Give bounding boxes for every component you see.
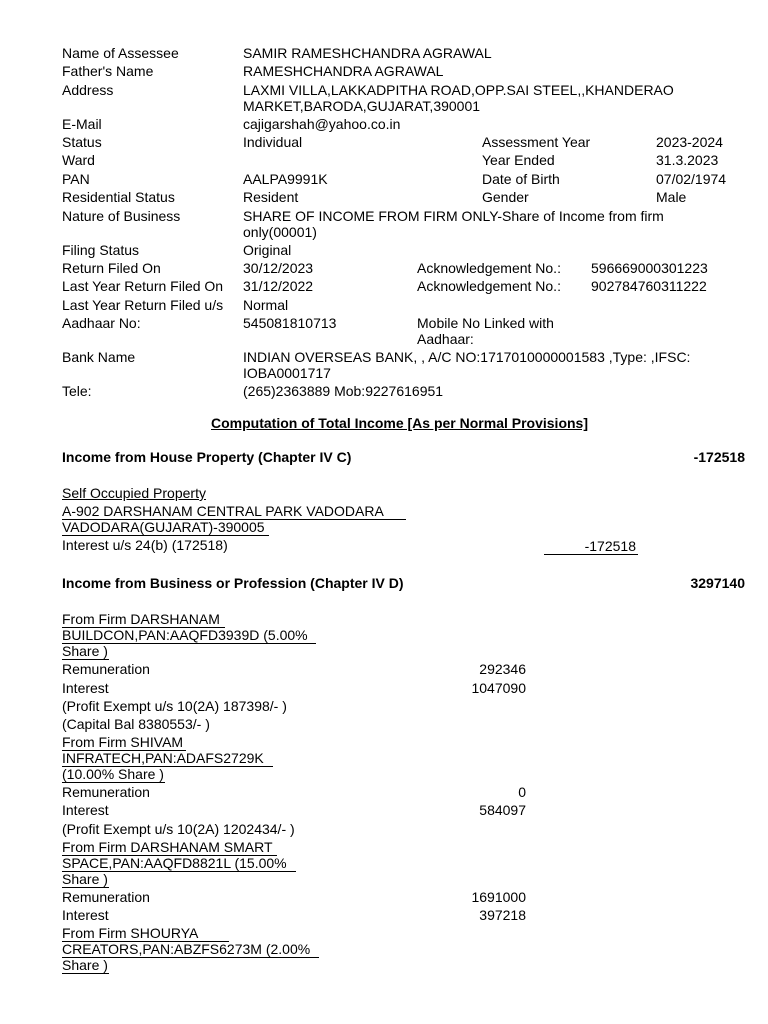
interest-value: 584097 — [479, 802, 526, 818]
firm-name-line-3: Share ) — [62, 643, 108, 659]
profit-exempt-note: (Profit Exempt u/s 10(2A) 187398/- ) — [62, 698, 287, 714]
property-address-line-1: A-902 DARSHANAM CENTRAL PARK VADODARA — [62, 503, 384, 519]
address-line-1: LAXMI VILLA,LAKKADPITHA ROAD,OPP.SAI STEEL,,KHANDERAO — [243, 82, 674, 98]
dob-label: Date of Birth — [482, 171, 560, 187]
bank-name-label: Bank Name — [62, 349, 136, 365]
filing-status-label: Filing Status — [62, 242, 140, 258]
computation-title: Computation of Total Income [As per Normal Provisions] — [211, 415, 588, 431]
interest-24b-label: Interest u/s 24(b) (172518) — [62, 537, 228, 553]
gender-label: Gender — [482, 189, 529, 205]
last-year-return-filed-on-value: 31/12/2022 — [243, 278, 314, 294]
house-property-heading: Income from House Property (Chapter IV C) — [62, 449, 352, 465]
name-label: Name of Assessee — [62, 45, 179, 61]
house-property-total: -172518 — [693, 449, 745, 465]
firm-underline-3 — [62, 973, 109, 974]
pan-label: PAN — [62, 171, 90, 187]
name-value: SAMIR RAMESHCHANDRA AGRAWAL — [243, 45, 492, 61]
mobile-linked-label-1: Mobile No Linked with — [417, 315, 554, 331]
firm-name-line-2: CREATORS,PAN:ABZFS6273M (2.00% — [62, 941, 311, 957]
father-value: RAMESHCHANDRA AGRAWAL — [243, 63, 444, 79]
filing-status-value: Original — [243, 242, 292, 258]
residential-status-label: Residential Status — [62, 189, 175, 205]
email-value: cajigarshah@yahoo.co.in — [243, 116, 401, 132]
remuneration-label: Remuneration — [62, 889, 150, 905]
business-total: 3297140 — [690, 575, 745, 591]
remuneration-value: 0 — [518, 784, 526, 800]
assessment-year-value: 2023-2024 — [656, 134, 723, 150]
interest-24b-underline — [544, 554, 638, 555]
property-address-line-2: VADODARA(GUJARAT)-390005 — [62, 519, 265, 535]
interest-value: 397218 — [479, 907, 526, 923]
bank-name-line-1: INDIAN OVERSEAS BANK, , A/C NO:1717010000001583 ,Type: ,IFSC: — [243, 349, 691, 365]
last-year-acknowledgement-label: Acknowledgement No.: — [417, 278, 561, 294]
nature-of-business-line-2: only(00001) — [243, 224, 317, 240]
acknowledgement-value: 596669000301223 — [591, 260, 708, 276]
last-year-acknowledgement-value: 902784760311222 — [591, 278, 707, 294]
interest-24b-value: -172518 — [584, 538, 636, 554]
email-label: E-Mail — [62, 116, 102, 132]
gender-value: Male — [656, 189, 687, 205]
firm-name-line-1: From Firm SHOURYA — [62, 925, 199, 941]
firm-name-line-2: INFRATECH,PAN:ADAFS2729K — [62, 750, 264, 766]
nature-of-business-line-1: SHARE OF INCOME FROM FIRM ONLY-Share of Income from firm — [243, 208, 664, 224]
remuneration-value: 292346 — [479, 661, 526, 677]
firm-name-line-1: From Firm SHIVAM — [62, 734, 184, 750]
return-filed-on-label: Return Filed On — [62, 260, 161, 276]
aadhaar-label: Aadhaar No: — [62, 315, 141, 331]
bank-name-line-2: IOBA0001717 — [243, 365, 331, 381]
pan-value: AALPA9991K — [243, 171, 328, 187]
interest-value: 1047090 — [471, 680, 526, 696]
firm-name-line-1: From Firm DARSHANAM — [62, 611, 220, 627]
firm-underline-3 — [62, 659, 109, 660]
firm-name-line-2: SPACE,PAN:AAQFD8821L (15.00% — [62, 855, 287, 871]
firm-name-line-3: Share ) — [62, 957, 108, 973]
assessment-year-label: Assessment Year — [482, 134, 591, 150]
dob-value: 07/02/1974 — [656, 171, 727, 187]
firm-underline-3 — [62, 782, 165, 783]
status-value: Individual — [243, 134, 303, 150]
profit-exempt-note: (Profit Exempt u/s 10(2A) 1202434/- ) — [62, 821, 295, 837]
year-ended-label: Year Ended — [482, 152, 555, 168]
property-address-underline-2 — [62, 535, 269, 536]
address-line-2: MARKET,BARODA,GUJARAT,390001 — [243, 98, 481, 114]
business-heading: Income from Business or Profession (Chapter IV D) — [62, 575, 404, 591]
residential-status-value: Resident — [243, 189, 299, 205]
year-ended-value: 31.3.2023 — [656, 152, 719, 168]
last-year-return-filed-on-label: Last Year Return Filed On — [62, 278, 224, 294]
remuneration-label: Remuneration — [62, 661, 150, 677]
interest-label: Interest — [62, 802, 109, 818]
firm-name-line-2: BUILDCON,PAN:AAQFD3939D (5.00% — [62, 627, 308, 643]
last-year-return-us-value: Normal — [243, 297, 289, 313]
aadhaar-value: 545081810713 — [243, 315, 337, 331]
tele-value: (265)2363889 Mob:9227616951 — [243, 383, 444, 399]
capital-balance-note: (Capital Bal 8380553/- ) — [62, 716, 210, 732]
ward-label: Ward — [62, 152, 95, 168]
tele-label: Tele: — [62, 383, 92, 399]
remuneration-label: Remuneration — [62, 784, 150, 800]
mobile-linked-label-2: Aadhaar: — [417, 331, 474, 347]
interest-label: Interest — [62, 680, 109, 696]
firm-underline-3 — [62, 887, 109, 888]
firm-name-line-1: From Firm DARSHANAM SMART — [62, 839, 273, 855]
self-occupied-heading: Self Occupied Property — [62, 485, 206, 501]
nature-of-business-label: Nature of Business — [62, 208, 181, 224]
acknowledgement-label: Acknowledgement No.: — [417, 260, 561, 276]
status-label: Status — [62, 134, 102, 150]
last-year-return-us-label: Last Year Return Filed u/s — [62, 297, 224, 313]
firm-name-line-3: (10.00% Share ) — [62, 766, 164, 782]
father-label: Father's Name — [62, 63, 154, 79]
return-filed-on-value: 30/12/2023 — [243, 260, 314, 276]
address-label: Address — [62, 82, 114, 98]
interest-label: Interest — [62, 907, 109, 923]
firm-name-line-3: Share ) — [62, 871, 108, 887]
remuneration-value: 1691000 — [471, 889, 526, 905]
